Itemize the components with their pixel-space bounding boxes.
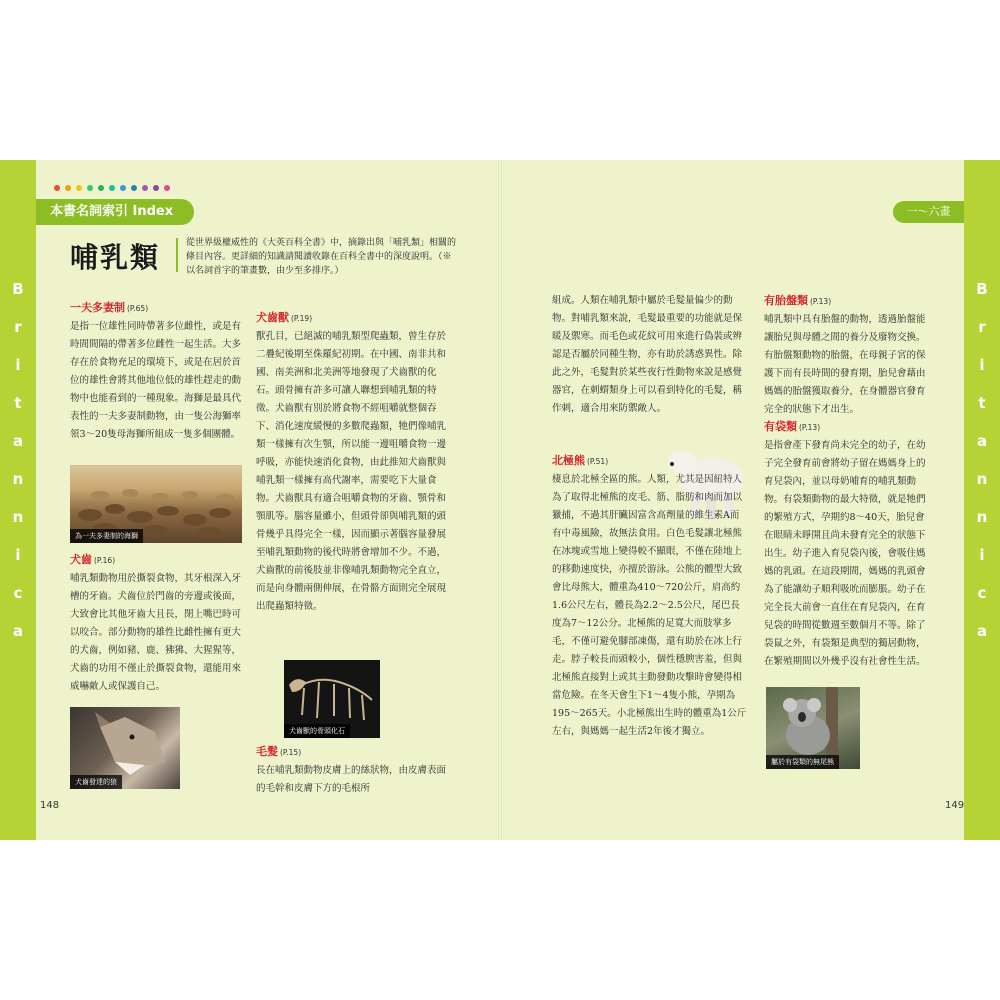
- entry-term: 毛髮: [256, 745, 278, 758]
- page-ref: (P.15): [280, 748, 302, 757]
- index-tab: 本書名詞索引 Index: [36, 199, 194, 225]
- color-dot: [120, 185, 126, 191]
- side-letter: i: [979, 546, 985, 564]
- title-divider: [176, 238, 178, 272]
- side-letter: B: [976, 280, 988, 298]
- side-letter: n: [12, 508, 24, 526]
- color-dot: [131, 185, 137, 191]
- photo-wolf: [70, 707, 180, 789]
- entry-body: 哺乳類中具有胎盤的動物，透過胎盤能讓胎兒與母體之間的養分及廢物交換。有胎盤類動物的胎盤，在母親子宮的保護下而有長時間的發育期，胎兒會藉由媽媽的胎盤獲取養分，在身體器官發育完全的狀態下才出生。: [764, 314, 926, 415]
- entry-body: 哺乳類動物用於撕裂食物，其牙根深入牙槽的牙齒。犬齒位於門齒的旁邊或後面，大致會比其他牙齒大且長，閉上嘴巴時可以咬合。部分動物的雄性比雌性擁有更大的犬齒，例如豬、鹿、狒狒、大猩猩等，犬齒的功用不僅止於撕裂食物，還能用來威嚇敵人或保護自己。: [70, 573, 242, 692]
- page-ref: (P.19): [291, 314, 313, 323]
- intro-text: 從世界級權威性的《大英百科全書》中，摘錄出與「哺乳類」相關的條目內容。更詳細的知識請閱讀收錄在百科全書中的深度說明。（※以名詞首字的筆畫數，由少至多排序。）: [186, 238, 457, 276]
- page-number-left: 148: [40, 800, 60, 811]
- entry-body: 長在哺乳類動物皮膚上的絲狀物，由皮膚表面的毛幹和皮膚下方的毛根所: [256, 765, 447, 794]
- entry-body: 是指會產下發育尚未完全的幼子，在幼子完全發育前會將幼子留在媽媽身上的育兒袋內，並以母奶哺育的哺乳類動物。有袋類動物的最大特徵，就是牠們的繁殖方式，孕期約8～40天，胎兒會在眼睛未睜開且尚未發育完全的狀態下出生。幼子進入育兒袋內後，會吸住媽媽的乳頭。在這段期間，媽媽的乳頭會為了能讓幼子順利吸吮而膨脹。幼子在完全長大前會一直住在育兒袋內，在育兒袋的時間從數週至數個月不等。除了袋鼠之外，有袋類是典型的獨居動物，在繁殖期間以外幾乎沒有社會性生活。: [764, 440, 926, 667]
- color-dot: [65, 185, 71, 191]
- side-letter: r: [14, 318, 22, 336]
- color-dot: [153, 185, 159, 191]
- entry-term: 犬齒獸: [256, 311, 289, 324]
- entry-body: 獸孔目，已絕滅的哺乳類型爬蟲類，曾生存於二疊紀後期至侏羅紀初期。在中國、南非共和國、南美洲和北美洲等地發現了犬齒獸的化石。頭骨擁有許多可讓人聯想到哺乳類的特徵。犬齒獸有別於將食物不經咀嚼就整個吞下、消化速度緩慢的多數爬蟲類，牠們像哺乳類一樣擁有次生顎，所以能一邊咀嚼食物一邊呼吸，亦能快速消化食物，由此推知犬齒獸與哺乳類一樣擁有高代謝率，需要吃下大量食物。犬齒獸具有適合咀嚼食物的牙齒、顎骨和顎肌等。腦容量雖小，但頭骨卻與哺乳類的頭骨幾乎具得完全一樣，因而顯示著腦容量發展至哺乳類動物的後代時將會增加不少。不過，犬齒獸的前後肢並非像哺乳類動物完全直立，而是向身體兩側伸展，在骨骼方面則完全展現出爬蟲類特徵。: [256, 331, 447, 612]
- side-letter: B: [12, 280, 24, 298]
- photo-seals: [70, 465, 242, 543]
- entry-term: 有袋類: [764, 420, 797, 433]
- side-letter: r: [978, 318, 986, 336]
- page-ref: (P.13): [799, 423, 821, 432]
- color-dot: [164, 185, 170, 191]
- page-ref: (P.51): [587, 457, 609, 466]
- side-letter: i: [979, 356, 985, 374]
- color-dot: [76, 185, 82, 191]
- photo-caption: 屬於有袋類的無尾熊: [766, 755, 839, 769]
- side-letters-right: [964, 280, 1000, 640]
- entry-cynodont: [256, 309, 450, 616]
- entry-hair: [256, 743, 450, 798]
- page-ref: (P.16): [94, 556, 116, 565]
- side-letter: n: [12, 470, 24, 488]
- page-title: 哺乳類: [70, 241, 161, 274]
- side-letter: c: [13, 584, 23, 602]
- entry-term: 一夫多妻制: [70, 301, 125, 314]
- page-ref: (P.13): [810, 297, 832, 306]
- page-number-right: 149: [945, 800, 965, 811]
- side-letter: t: [14, 394, 22, 412]
- photo-caption: 犬齒發達的狼: [70, 775, 122, 789]
- entry-marsupial: [764, 418, 930, 671]
- entry-canine-tooth: [70, 551, 242, 696]
- entry-hair-continued: [552, 292, 748, 418]
- photo-caption: 犬齒獸的骨頭化石: [284, 724, 350, 738]
- entry-body: 棲息於北極全區的熊。人類，尤其是因紐特人為了取得北極熊的皮毛、筋、脂肪和肉而加以獵捕，不過其肝臟因富含高劑量的維生素A而有中毒風險，故無法食用。白色毛髮讓北極熊在冰塊或雪地上變得較不顯眼，不僅在陸地上的移動速度快，亦擅於游泳。公熊的體型大致會比母熊大，體重為410～720公斤，肩高約1.6公尺左右，體長為2.2～2.5公尺，尾巴長度為7～12公分。北極熊的足寬大而肢掌多毛，不僅可避免腳部凍傷，還有助於在冰上行走。脖子較長而頭較小，個性穩腴害羞，但與北極熊直接對上或其主動發動攻擊時會變得相當危險。在冬天會生下1～4隻小熊，孕期為195～265天。小北極熊出生時的體重為1公斤左右，與媽媽一起生活2年後才獨立。: [552, 474, 747, 737]
- side-letter: n: [976, 470, 988, 488]
- entry-term: 北極熊: [552, 454, 585, 467]
- photo-caption: 為一夫多妻制的海獅: [70, 529, 143, 543]
- side-letter: n: [976, 508, 988, 526]
- color-dot: [142, 185, 148, 191]
- stroke-range-tab: 一～六畫: [893, 201, 964, 223]
- side-letter: a: [12, 432, 24, 450]
- entry-body: 組成。人類在哺乳類中屬於毛髮量偏少的動物。對哺乳類來說，毛髮最重要的功能就是保暖及禦寒。而毛色或花紋可用來進行偽裝或辨認是否屬於同種生物，亦有助於誘惑異性。除此之外，毛髮對於某些夜行性動物來說是感覺器官，在刺蝟類身上可以看到特化的毛髮，稱作刺，適合用來防禦敵人。: [552, 295, 743, 414]
- entry-term: 犬齒: [70, 553, 92, 566]
- entry-term: 有胎盤類: [764, 294, 808, 307]
- side-letter: a: [12, 622, 24, 640]
- photo-koala: [766, 687, 860, 769]
- side-letter: a: [976, 432, 988, 450]
- side-letter: i: [15, 356, 21, 374]
- entry-polygyny: [70, 299, 242, 444]
- entry-placental: [764, 292, 930, 419]
- color-dot: [87, 185, 93, 191]
- side-letters-left: [0, 280, 36, 640]
- color-dots: [54, 185, 170, 191]
- entry-body: 是指一位雄性同時帶著多位雌性，或是有時間間隔的帶著多位雌性一起生活。大多存在於食物充足的環境下，或是在居於首位的雄性會將其他地位低的雄性趕走的動物中也能看到的一種現象。海獅是最具代表性的一夫多妻制動物，由一隻公海獅率領3～20隻母海獅所組成一隻多個團體。: [70, 321, 242, 440]
- side-letter: t: [978, 394, 986, 412]
- side-letter: a: [976, 622, 988, 640]
- page-gutter: [498, 160, 502, 840]
- color-dot: [54, 185, 60, 191]
- color-dot: [98, 185, 104, 191]
- side-letter: c: [977, 584, 987, 602]
- photo-fossil: [284, 660, 380, 738]
- color-dot: [109, 185, 115, 191]
- page-ref: (P.65): [127, 304, 149, 313]
- entry-polar-bear: [552, 452, 748, 741]
- side-letter: i: [15, 546, 21, 564]
